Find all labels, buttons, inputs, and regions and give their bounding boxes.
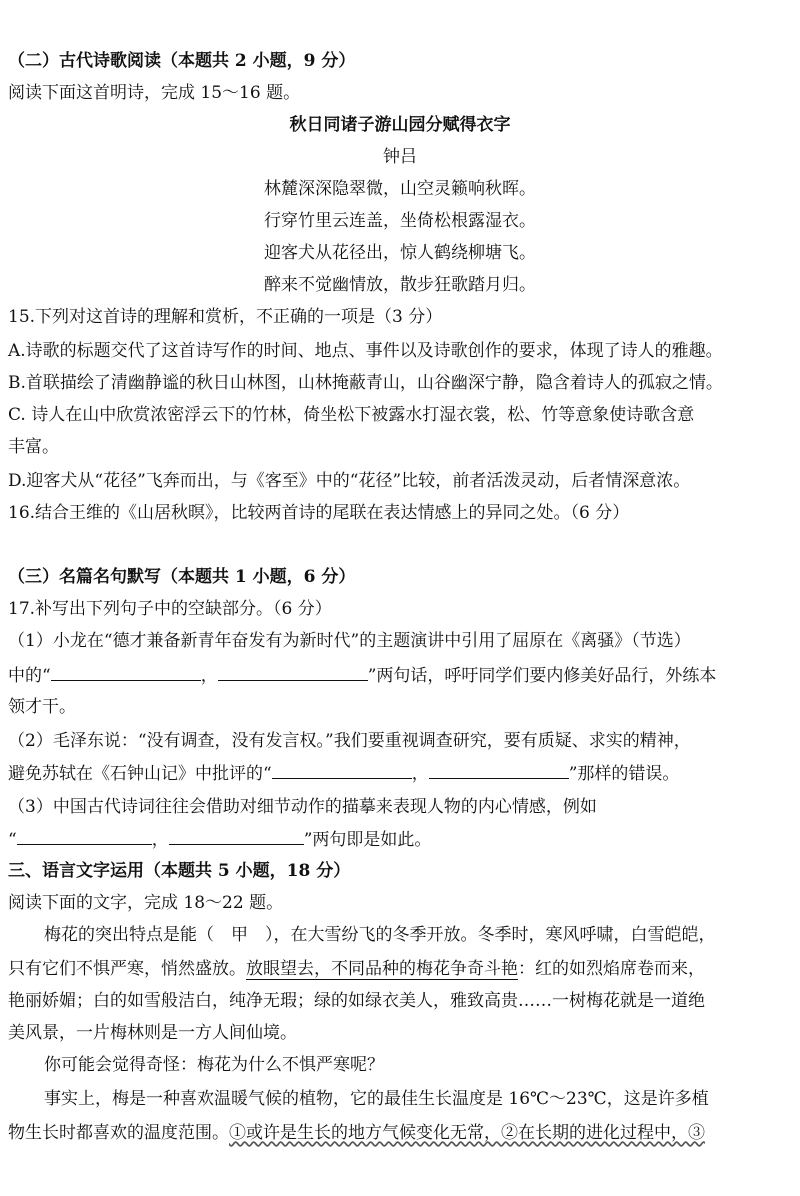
q17-item3-prefix: “ <box>8 830 17 850</box>
q15-option-c-line2: 丰富。 <box>8 437 59 457</box>
q17-item3-blank-2[interactable] <box>169 828 304 845</box>
passage-p3-line2-a: 物生长时都喜欢的温度范围。 <box>8 1123 229 1143</box>
q17-item2-comma: ， <box>411 764 429 784</box>
passage-p3-line1: 事实上，梅是一种喜欢温暖气候的植物，它的最佳生长温度是 16℃～23℃，这是许多植 <box>44 1089 709 1109</box>
q17-item2-prefix: 避免苏轼在《石钟山记》中批评的“ <box>8 764 272 784</box>
q15-option-c-line1: C. 诗人在山中欣赏浓密浮云下的竹林，倚坐松下被露水打湿衣裳，松、竹等意象使诗歌含意 <box>8 405 695 425</box>
passage-p1-line2 <box>8 958 792 980</box>
passage-p1-line2-a: 只有它们不惧严寒，悄然盛放。 <box>8 959 246 979</box>
section3-heading: （三）名篇名句默写（本题共 1 小题，6 分） <box>8 567 356 587</box>
q17-item1-prefix: 中的“ <box>8 666 51 686</box>
q17-item3-comma: ， <box>151 830 169 850</box>
poem-line-4: 醉来不觉幽情放，散步狂歌踏月归。 <box>264 275 536 295</box>
q17-item2-blank-1[interactable] <box>272 762 412 779</box>
poem-line-2: 行穿竹里云连盖，坐倚松根露湿衣。 <box>264 211 536 231</box>
passage-p1-line3: 艳丽娇媚；白的如雪般洁白，纯净无瑕；绿的如绿衣美人，雅致高贵……一树梅花就是一道绝 <box>8 991 705 1011</box>
passage-p2: 你可能会觉得奇怪：梅花为什么不惧严寒呢？ <box>44 1055 384 1075</box>
q17-item1-line3: 领才干。 <box>8 697 76 717</box>
passage-p1-line1: 梅花的突出特点是能（ 甲 ），在大雪纷飞的冬季开放。冬季时，寒风呼啸，白雪皑皑， <box>44 925 716 945</box>
q17-item2-line1: （2）毛泽东说：“没有调查，没有发言权。”我们要重视调查研究，要有质疑、求实的精神， <box>8 731 691 751</box>
q17-item1-line1: （1）小龙在“德才兼备新青年奋发有为新时代”的主题演讲中引用了屈原在《离骚》（节选） <box>8 631 691 651</box>
poem-line-3: 迎客犬从花径出，惊人鹤绕柳塘飞。 <box>264 243 536 263</box>
passage-p3-line2 <box>8 1122 792 1144</box>
poem-author: 钟吕 <box>383 147 417 167</box>
q15-stem: 15.下列对这首诗的理解和赏析，不正确的一项是（3 分） <box>8 307 443 327</box>
q16-stem: 16.结合王维的《山居秋暝》，比较两首诗的尾联在表达情感上的异同之处。（6 分） <box>8 503 630 523</box>
poem-title: 秋日同诸子游山园分赋得衣字 <box>289 115 511 135</box>
q17-item2-blank-2[interactable] <box>429 762 569 779</box>
poem-line-1: 林麓深深隐翠微，山空灵籁响秋晖。 <box>264 179 536 199</box>
passage-p1-line4: 美风景，一片梅林则是一方人间仙境。 <box>8 1023 297 1043</box>
q15-option-b: B.首联描绘了清幽静谧的秋日山林图，山林掩蔽青山，山谷幽深宁静，隐含着诗人的孤寂之情。 <box>8 373 723 393</box>
q17-item3-blank-1[interactable] <box>17 828 152 845</box>
passage-wavy-sentence: ①或许是生长的地方气候变化无常，②在长期的进化过程中，③ <box>229 1123 705 1143</box>
q17-item2-suffix: ”那样的错误。 <box>568 764 680 784</box>
q17-item1-comma: ， <box>200 666 218 686</box>
section2-intro: 阅读下面这首明诗，完成 15～16 题。 <box>8 83 301 103</box>
q17-item1-suffix: ”两句话，呼吁同学们要内修美好品行，外练本 <box>367 666 717 686</box>
q17-item1-line2 <box>8 664 792 687</box>
q17-item3-line1: （3）中国古代诗词往往会借助对细节动作的描摹来表现人物的内心情感，例如 <box>8 797 597 817</box>
q15-option-a: A.诗歌的标题交代了这首诗写作的时间、地点、事件以及诗歌创作的要求，体现了诗人的雅趣。 <box>8 341 723 361</box>
passage-p1-line2-b: ：红的如烈焰席卷而来， <box>518 959 705 979</box>
q17-item1-blank-1[interactable] <box>51 664 201 681</box>
q17-stem: 17.补写出下列句子中的空缺部分。（6 分） <box>8 599 332 619</box>
part3-intro: 阅读下面的文字，完成 18～22 题。 <box>8 893 284 913</box>
q17-item3-line2 <box>8 828 792 851</box>
part3-heading: 三、语言文字运用（本题共 5 小题，18 分） <box>8 861 351 881</box>
q17-item2-line2 <box>8 762 792 785</box>
q17-item1-blank-2[interactable] <box>218 664 368 681</box>
q15-option-d: D.迎客犬从“花径”飞奔而出，与《客至》中的“花径”比较，前者活泼灵动，后者情深意浓。 <box>8 471 691 491</box>
section2-heading: （二）古代诗歌阅读（本题共 2 小题，9 分） <box>8 51 356 71</box>
q17-item3-suffix: ”两句即是如此。 <box>303 830 432 850</box>
passage-underlined-sentence: 放眼望去，不同品种的梅花争奇斗艳 <box>246 959 518 979</box>
